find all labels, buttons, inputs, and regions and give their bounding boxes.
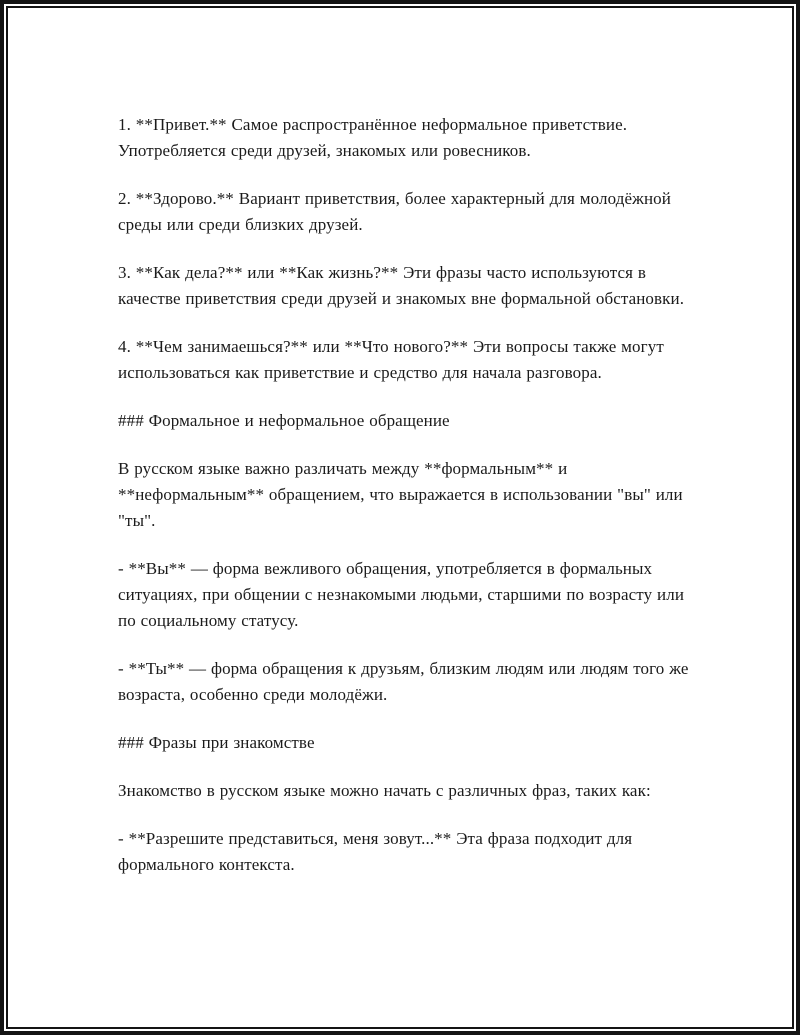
markdown-bullet-item: - **Ты** — форма обращения к друзьям, близким людям или людям того же возраста, особенно среди молодёжи.: [118, 659, 689, 704]
markdown-heading: ### Фразы при знакомстве: [118, 733, 315, 752]
markdown-paragraph: Знакомство в русском языке можно начать с различных фраз, таких как:: [118, 781, 651, 800]
markdown-paragraph: В русском языке важно различать между **формальным** и **неформальным** обращением, что выражается в использовании "вы" или "ты".: [118, 459, 683, 530]
page-inner-border: [6, 6, 794, 1029]
document-content: [8, 8, 792, 1027]
markdown-numbered-item: 1. **Привет.** Самое распространённое неформальное приветствие. Употребляется среди друзей, знакомых или ровесников.: [118, 115, 628, 160]
markdown-numbered-item: 2. **Здорово.** Вариант приветствия, более характерный для молодёжной среды или среди близких друзей.: [118, 189, 671, 234]
markdown-bullet-item: - **Разрешите представиться, меня зовут...** Эта фраза подходит для формального контекста.: [118, 829, 633, 874]
markdown-bullet-item: - **Вы** — форма вежливого обращения, употребляется в формальных ситуациях, при общении с незнакомыми людьми, старшими по возрасту или по социальному статусу.: [118, 559, 685, 630]
markdown-numbered-item: 3. **Как дела?** или **Как жизнь?** Эти фразы часто используются в качестве приветствия среди друзей и знакомых вне формальной обстановки.: [118, 263, 685, 308]
markdown-numbered-item: 4. **Чем занимаешься?** или **Что нового?** Эти вопросы также могут использоваться как приветствие и средство для начала разговора.: [118, 337, 664, 382]
markdown-heading: ### Формальное и неформальное обращение: [118, 411, 450, 430]
